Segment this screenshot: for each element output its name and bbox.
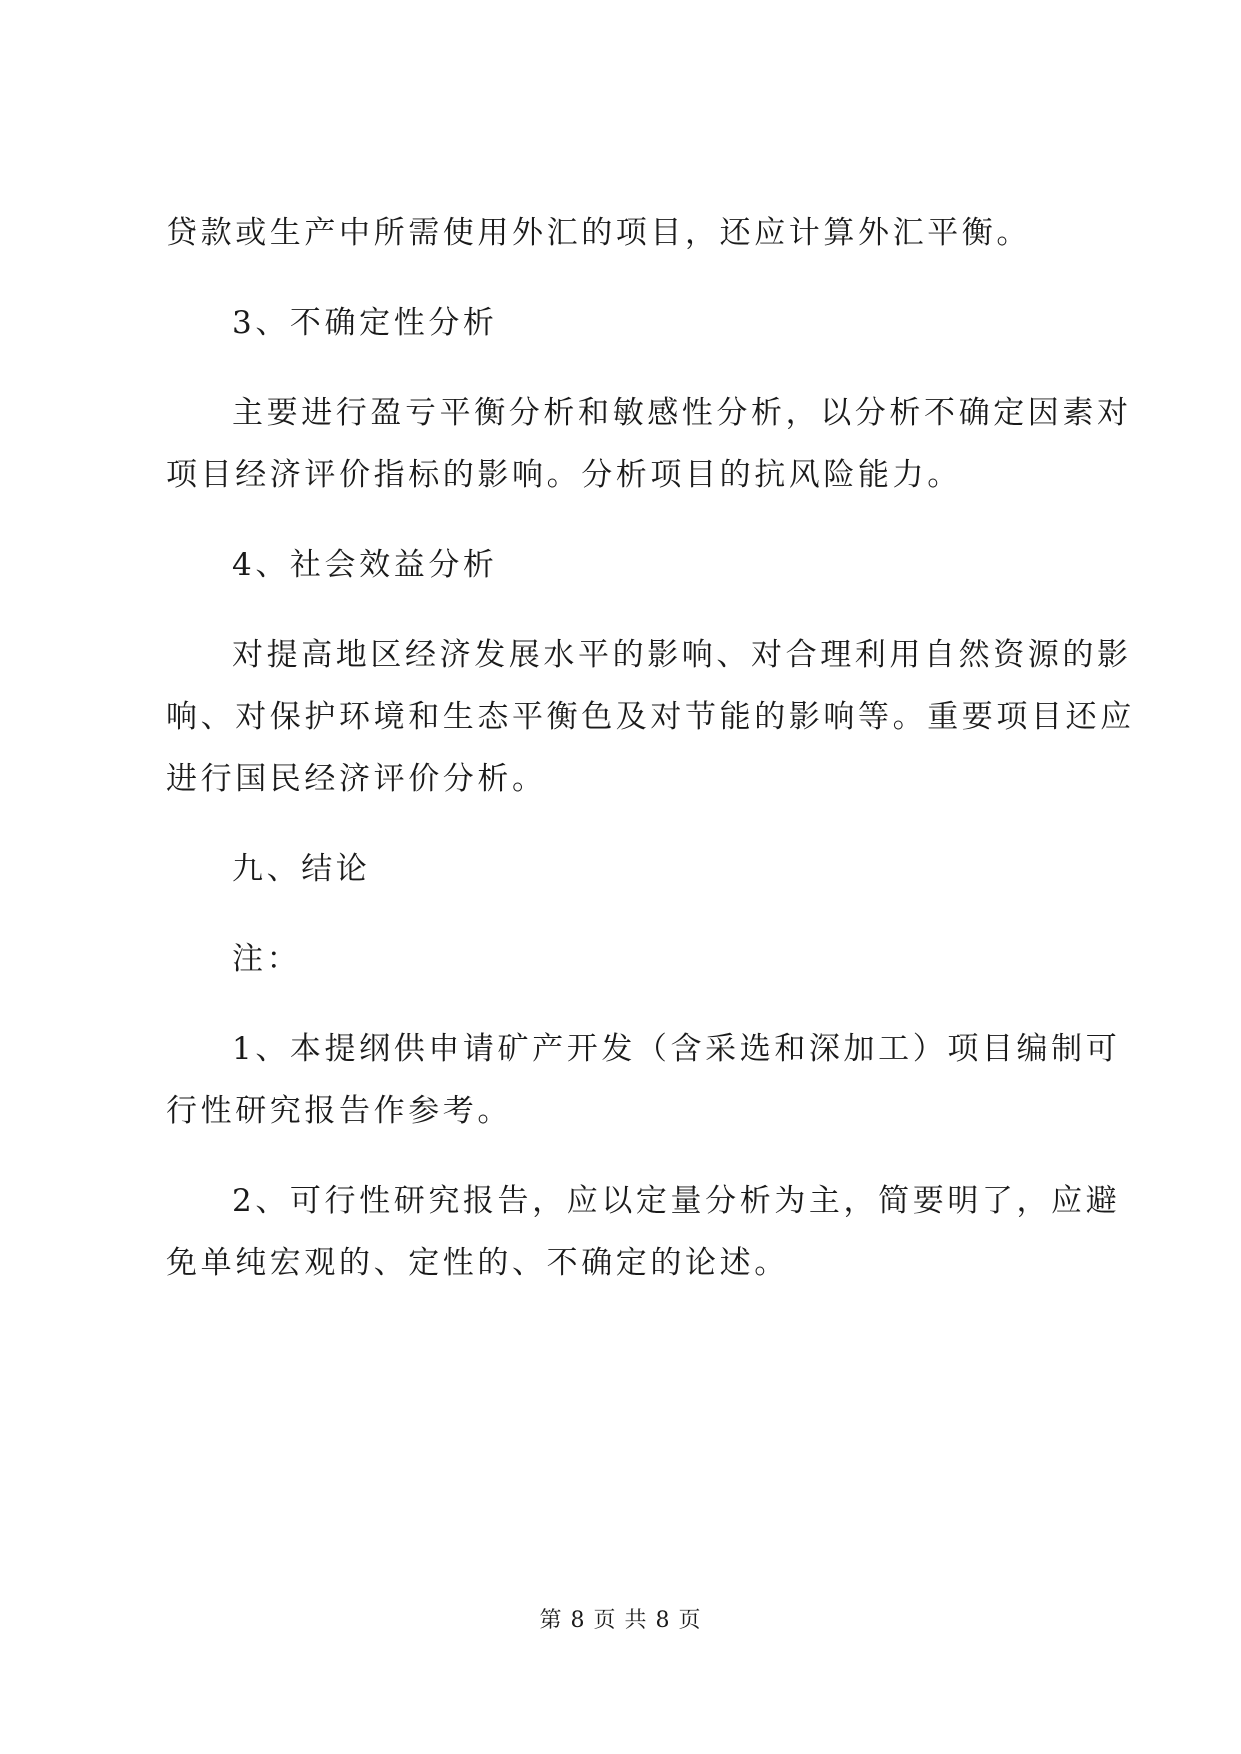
paragraph-line: 主要进行盈亏平衡分析和敏感性分析，以分析不确定因素对 <box>232 395 1132 431</box>
section-heading-social-benefit: 4、社会效益分析 <box>232 547 498 583</box>
note-item-2: 2、可行性研究报告，应以定量分析为主，简要明了，应避 <box>232 1183 1121 1219</box>
paragraph-line: 响、对保护环境和生态平衡色及对节能的影响等。重要项目还应 <box>166 699 1135 735</box>
note-item-2-continued: 免单纯宏观的、定性的、不确定的论述。 <box>166 1245 789 1281</box>
section-heading-conclusion: 九、结论 <box>232 851 371 887</box>
page-footer: 第 8 页 共 8 页 <box>539 1608 702 1633</box>
section-heading-uncertainty: 3、不确定性分析 <box>232 305 498 341</box>
note-heading: 注： <box>232 941 302 977</box>
document-body <box>166 202 1135 1294</box>
paragraph-line: 贷款或生产中所需使用外汇的项目，还应计算外汇平衡。 <box>166 215 1031 251</box>
note-item-1-continued: 行性研究报告作参考。 <box>166 1093 512 1129</box>
paragraph-line: 项目经济评价指标的影响。分析项目的抗风险能力。 <box>166 457 962 493</box>
paragraph-line: 对提高地区经济发展水平的影响、对合理利用自然资源的影 <box>232 637 1132 673</box>
note-item-1: 1、本提纲供申请矿产开发（含采选和深加工）项目编制可 <box>232 1031 1121 1067</box>
paragraph-line: 进行国民经济评价分析。 <box>166 761 547 797</box>
